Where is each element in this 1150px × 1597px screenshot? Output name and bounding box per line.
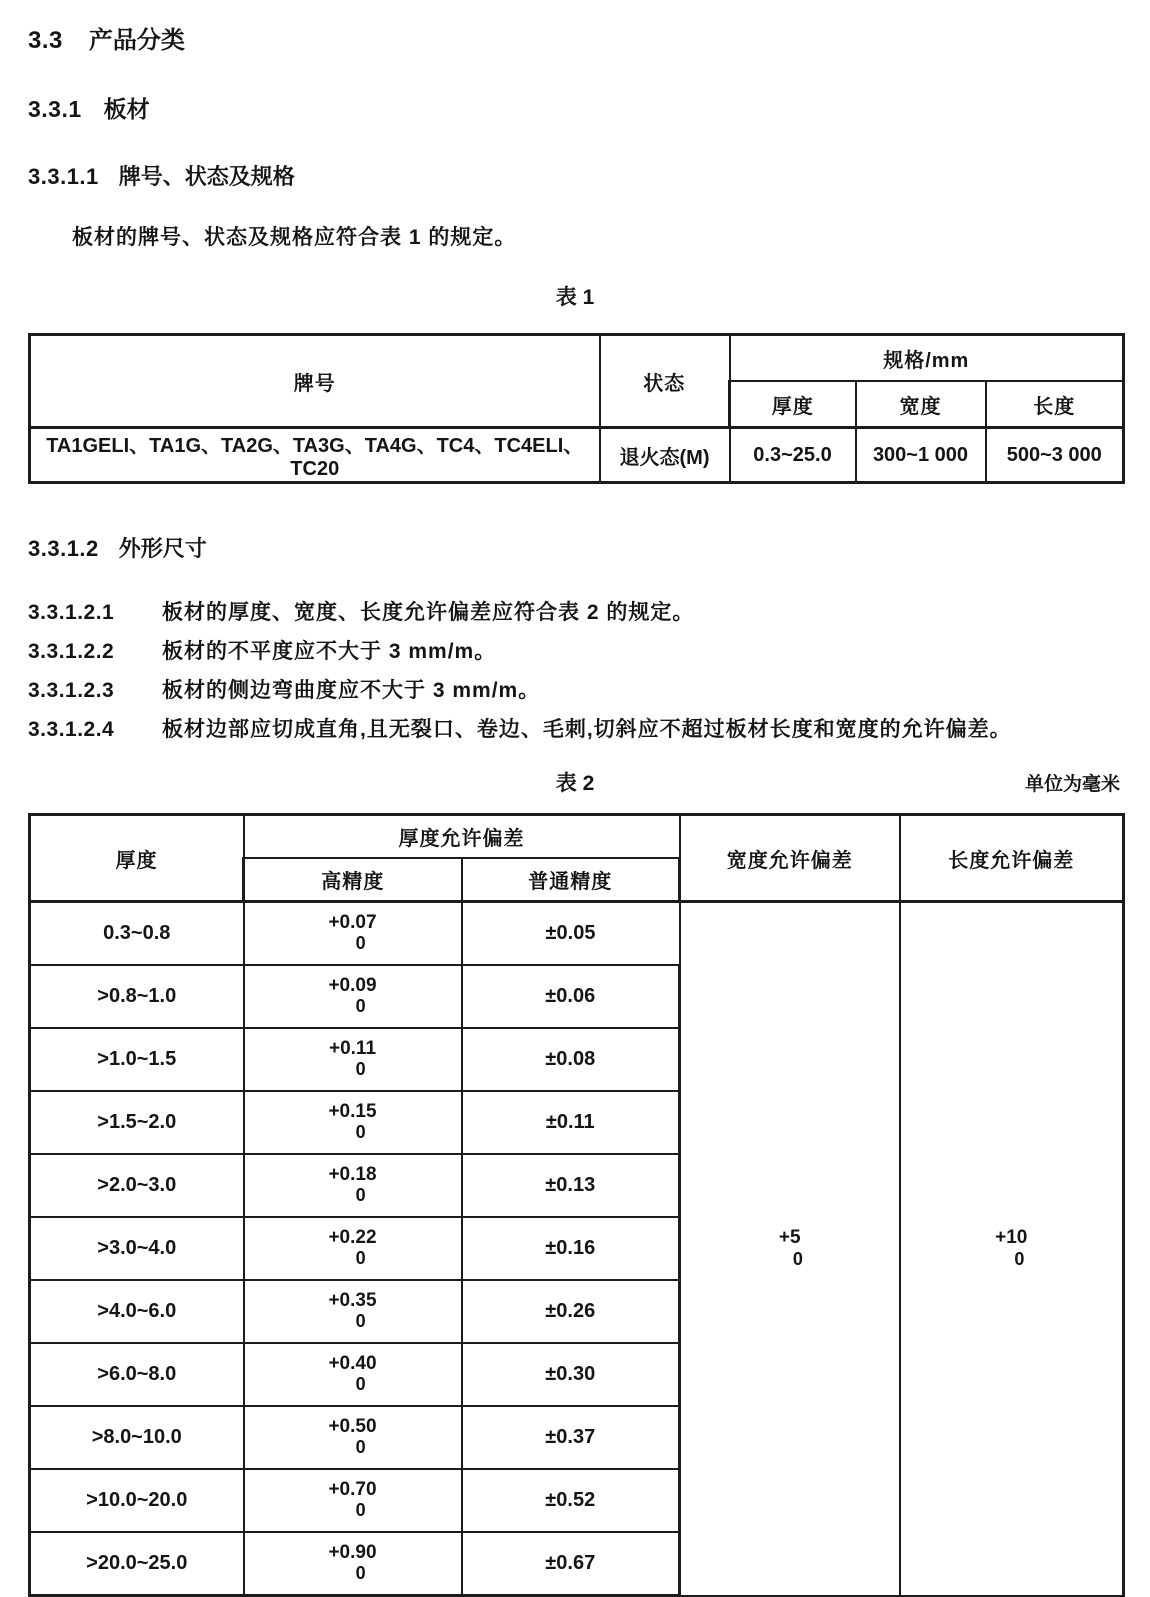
high-precision-tolerance: +0.50 0 <box>244 1406 462 1469</box>
high-precision-tolerance: +0.70 0 <box>244 1469 462 1532</box>
table2-header-normal-precision: 普通精度 <box>462 858 680 902</box>
table-row <box>30 428 1124 483</box>
high-precision-tolerance: +0.40 0 <box>244 1343 462 1406</box>
thickness-range: >4.0~6.0 <box>30 1280 244 1343</box>
normal-precision-tolerance: ±0.06 <box>462 965 680 1028</box>
clause-list <box>28 593 1122 749</box>
heading-3-3-1-1 <box>28 160 1122 191</box>
table2-header-high-precision: 高精度 <box>244 858 462 902</box>
clause-3-3-1-2-4 <box>28 710 1122 749</box>
table1 <box>28 333 1125 484</box>
clause-number: 3.3.1.2.3 <box>28 679 115 702</box>
table1-cell-brand: TA1GELI、TA1G、TA2G、TA3G、TA4G、TC4、TC4ELI、TC20 <box>30 428 600 483</box>
thickness-range: >8.0~10.0 <box>30 1406 244 1469</box>
table1-cell-length: 500~3 000 <box>986 428 1124 483</box>
heading-title: 牌号、状态及规格 <box>118 164 295 189</box>
clause-number: 3.3.1.2.1 <box>28 601 115 624</box>
thickness-range: >20.0~25.0 <box>30 1532 244 1596</box>
clause-number: 3.3.1.2.4 <box>28 718 115 741</box>
heading-title: 外形尺寸 <box>118 536 207 561</box>
heading-number: 3.3.1.1 <box>28 164 99 189</box>
thickness-range: >0.8~1.0 <box>30 965 244 1028</box>
normal-precision-tolerance: ±0.08 <box>462 1028 680 1091</box>
normal-precision-tolerance: ±0.52 <box>462 1469 680 1532</box>
table1-cell-thickness: 0.3~25.0 <box>730 428 856 483</box>
clause-number: 3.3.1.2.2 <box>28 640 115 663</box>
normal-precision-tolerance: ±0.30 <box>462 1343 680 1406</box>
length-tolerance-cell: +10 0 <box>900 902 1124 1596</box>
high-precision-tolerance: +0.09 0 <box>244 965 462 1028</box>
heading-title: 板材 <box>103 96 150 122</box>
table2-caption-row <box>28 767 1122 797</box>
normal-precision-tolerance: ±0.26 <box>462 1280 680 1343</box>
table2-unit-note: 单位为毫米 <box>1024 774 1120 795</box>
high-precision-tolerance: +0.90 0 <box>244 1532 462 1596</box>
heading-number: 3.3 <box>28 27 63 54</box>
width-tolerance-cell: +5 0 <box>680 902 900 1596</box>
thickness-range: 0.3~0.8 <box>30 902 244 966</box>
table1-caption: 表 1 <box>555 286 595 309</box>
clause-3-3-1-2-1 <box>28 593 1122 632</box>
heading-3-3 <box>28 20 1122 55</box>
normal-precision-tolerance: ±0.11 <box>462 1091 680 1154</box>
normal-precision-tolerance: ±0.37 <box>462 1406 680 1469</box>
high-precision-tolerance: +0.15 0 <box>244 1091 462 1154</box>
heading-number: 3.3.1.2 <box>28 536 99 561</box>
table2-header-thickness: 厚度 <box>30 815 244 902</box>
thickness-range: >6.0~8.0 <box>30 1343 244 1406</box>
table1-cell-width: 300~1 000 <box>856 428 986 483</box>
table1-cell-state: 退火态(M) <box>600 428 730 483</box>
thickness-range: >1.0~1.5 <box>30 1028 244 1091</box>
normal-precision-tolerance: ±0.13 <box>462 1154 680 1217</box>
clause-text: 板材边部应切成直角,且无裂口、卷边、毛刺,切斜应不超过板材长度和宽度的允许偏差。 <box>162 718 1012 741</box>
clause-3-3-1-2-2 <box>28 632 1122 671</box>
thickness-range: >1.5~2.0 <box>30 1091 244 1154</box>
table-row <box>30 902 1124 966</box>
normal-precision-tolerance: ±0.16 <box>462 1217 680 1280</box>
high-precision-tolerance: +0.07 0 <box>244 902 462 966</box>
table1-header-spec: 规格/mm <box>730 335 1124 382</box>
thickness-range: >2.0~3.0 <box>30 1154 244 1217</box>
high-precision-tolerance: +0.22 0 <box>244 1217 462 1280</box>
table2 <box>28 813 1125 1597</box>
thickness-range: >10.0~20.0 <box>30 1469 244 1532</box>
high-precision-tolerance: +0.35 0 <box>244 1280 462 1343</box>
table1-header-width: 宽度 <box>856 381 986 428</box>
table1-header-state: 状态 <box>600 335 730 428</box>
table2-caption: 表 2 <box>555 772 595 795</box>
heading-number: 3.3.1 <box>28 96 82 122</box>
table1-header-thickness: 厚度 <box>730 381 856 428</box>
normal-precision-tolerance: ±0.05 <box>462 902 680 966</box>
table2-header-length-tol: 长度允许偏差 <box>900 815 1124 902</box>
table2-header-thickness-tol: 厚度允许偏差 <box>244 815 680 859</box>
normal-precision-tolerance: ±0.67 <box>462 1532 680 1596</box>
paragraph-table1-intro: 板材的牌号、状态及规格应符合表 1 的规定。 <box>72 226 517 249</box>
thickness-range: >3.0~4.0 <box>30 1217 244 1280</box>
clause-3-3-1-2-3 <box>28 671 1122 710</box>
clause-text: 板材的侧边弯曲度应不大于 3 mm/m。 <box>162 679 541 702</box>
high-precision-tolerance: +0.18 0 <box>244 1154 462 1217</box>
table1-header-length: 长度 <box>986 381 1124 428</box>
heading-3-3-1 <box>28 91 1122 124</box>
table1-header-brand: 牌号 <box>30 335 600 428</box>
table2-header-width-tol: 宽度允许偏差 <box>680 815 900 902</box>
clause-text: 板材的厚度、宽度、长度允许偏差应符合表 2 的规定。 <box>162 601 695 624</box>
high-precision-tolerance: +0.11 0 <box>244 1028 462 1091</box>
clause-text: 板材的不平度应不大于 3 mm/m。 <box>162 640 497 663</box>
heading-3-3-1-2 <box>28 532 1122 563</box>
heading-title: 产品分类 <box>88 27 185 54</box>
